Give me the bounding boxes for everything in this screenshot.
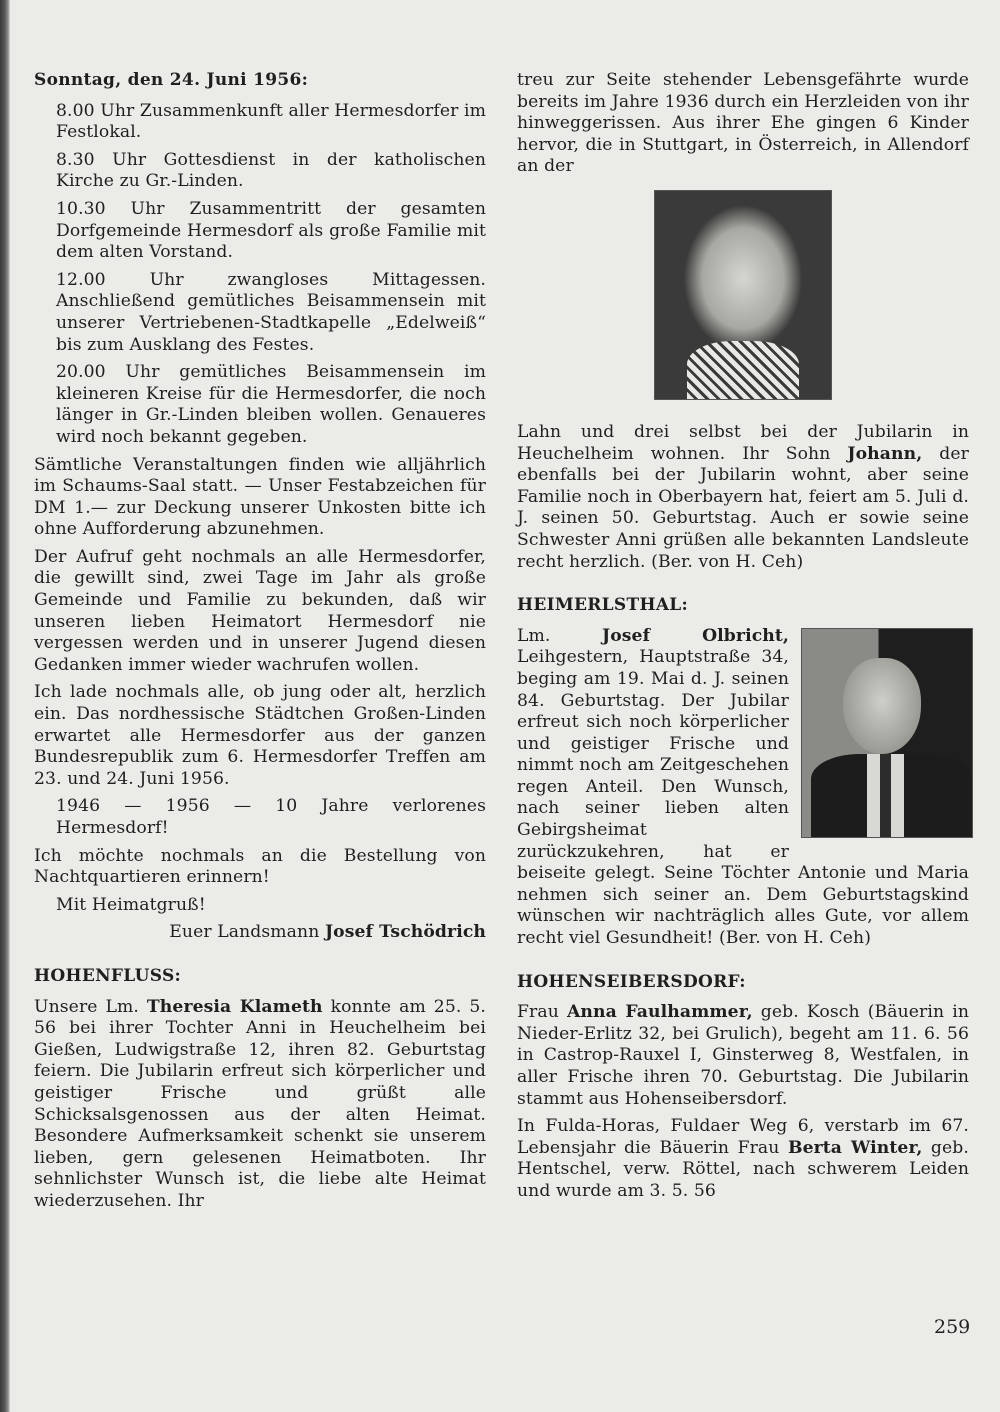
person-name: Berta Winter,	[787, 1137, 923, 1158]
right-column	[517, 70, 969, 1209]
paragraph-continuation: treu zur Seite stehender Lebensgefährte wurde bereits im Jahre 1936 durch ein Herzleiden von ihr hinweggerissen. Aus ihrer Ehe gingen 6 Kinder hervor, die in Stuttgart, in Österreich, in Allendorf an der	[517, 70, 969, 177]
paragraph-lodging: Ich möchte nochmals an die Bestellung von Nachtquartieren erinnern!	[34, 845, 486, 888]
text-span: geb. Kosch (Bäuerin in Nieder-Erlitz 32, bei Grulich), begeht am 11. 6. 56 in Castrop-Rauxel I, Ginsterweg 8, Westfalen, in aller Frische ihren 70. Geburtstag. Die Jubilarin stammt aus Hohenseibersdorf.	[517, 1002, 969, 1109]
text-span: konnte am 25. 5. 56 bei ihrer Tochter Anni in Heuchelheim bei Gießen, Ludwigstraße 12, ihren 82. Geburtstag feiern. Die Jubilarin erfreut sich körperlicher und geistiger Frische und grüßt alle Schicksalsgenossen aus der alten Heimat. Besondere Aufmerksamkeit schenkt sie unserem lieben, gern gelesenen Heimatboten. Ihr sehnlichster Wunsch ist, die liebe alte Heimat wiederzusehen. Ihr	[34, 996, 486, 1211]
paragraph-winter	[517, 1116, 969, 1202]
paragraph-olbricht	[517, 626, 969, 950]
paragraph-events: Sämtliche Veranstaltungen finden wie alljährlich im Schaums-Saal statt. — Unser Festabzeichen für DM 1.— zur Deckung unserer Unkosten bitte ich ohne Aufforderung abzunehmen.	[34, 454, 486, 540]
photo-detail	[867, 754, 904, 837]
paragraph-family	[517, 422, 969, 573]
text-span: Frau	[517, 1002, 567, 1023]
schedule-item: 8.00 Uhr Zusammenkunft aller Hermesdorfer im Festlokal.	[56, 100, 486, 143]
text-span: geb. Hentschel, verw. Röttel, nach schwerem Leiden und wurde am 3. 5. 56	[517, 1137, 969, 1201]
schedule-item: 12.00 Uhr zwangloses Mittagessen. Anschließend gemütliches Beisammensein mit unserer Vertriebenen-Stadtkapelle „Edelweiß“ bis zum Ausklang des Festes.	[56, 269, 486, 355]
section-heading-hohenfluss: HOHENFLUSS:	[34, 965, 182, 986]
signature-prefix: Euer Landsmann	[169, 922, 325, 943]
schedule-heading: Sonntag, den 24. Juni 1956:	[34, 70, 309, 90]
paragraph-years: 1946 — 1956 — 10 Jahre verlorenes Hermesdorf!	[56, 796, 486, 838]
schedule-item: 8.30 Uhr Gottesdienst in der katholischen Kirche zu Gr.-Linden.	[56, 149, 486, 192]
text-span: der ebenfalls bei der Jubilarin wohnt, aber seine Familie noch in Oberbayern hat, feiert am 5. Juli d. J. seinen 50. Geburtstag. Auch er sowie seine Schwester Anni grüßen alle bekannten Landsleute recht herzlich. (Ber. von H. Ceh)	[517, 443, 969, 572]
text-span: Lm.	[517, 625, 602, 646]
text-span: Unsere Lm.	[34, 996, 147, 1017]
portrait-photo-man	[801, 628, 973, 838]
section-heading-heimerlsthal: HEIMERLSTHAL:	[517, 595, 689, 616]
section-heading-hohenseibersdorf: HOHENSEIBERSDORF:	[517, 971, 746, 992]
photo-detail	[687, 341, 800, 399]
person-name: Johann,	[847, 443, 923, 464]
text-span: Lahn und drei selbst bei der Jubilarin in Heuchelheim wohnen. Ihr Sohn	[517, 421, 969, 464]
person-name: Theresia Klameth	[146, 996, 323, 1017]
person-name: Josef Olbricht,	[601, 625, 789, 646]
photo-detail	[843, 658, 921, 754]
left-column	[34, 70, 486, 1219]
signature-name: Josef Tschödrich	[324, 922, 486, 943]
portrait-photo-woman	[654, 190, 832, 400]
person-name: Anna Faulhammer,	[566, 1002, 753, 1023]
paragraph-invite: Ich lade nochmals alle, ob jung oder alt, herzlich ein. Das nordhessische Städtchen Großen-Linden erwartet alle Hermesdorfer aus der ganzen Bundesrepublik zum 6. Hermesdorfer Treffen am 23. und 24. Juni 1956.	[34, 682, 486, 789]
schedule-item: 10.30 Uhr Zusammentritt der gesamten Dorfgemeinde Hermesdorf als große Familie mit dem alten Vorstand.	[56, 198, 486, 263]
page-number: 259	[934, 1316, 971, 1338]
text-span: In Fulda-Horas, Fuldaer Weg 6, verstarb im 67. Lebensjahr die Bäuerin Frau	[517, 1116, 969, 1158]
greeting: Mit Heimatgruß!	[56, 894, 206, 915]
paragraph-call: Der Aufruf geht nochmals an alle Hermesdorfer, die gewillt sind, zwei Tage im Jahr als große Gemeinde und Familie zu bekunden, daß wir unseren lieben Heimatort Hermesdorf nie vergessen werden und in unserer Jugend diesen Gedanken immer wieder wachrufen wollen.	[34, 546, 486, 675]
paragraph-faulhammer	[517, 1002, 969, 1110]
signature	[34, 922, 486, 944]
paragraph-klameth	[34, 997, 486, 1213]
schedule-item: 20.00 Uhr gemütliches Beisammensein im kleineren Kreise für die Hermesdorfer, die noch länger in Gr.-Linden bleiben wollen. Genaueres wird noch bekannt gegeben.	[56, 362, 486, 447]
text-span: Leihgestern, Hauptstraße 34, beging am 19. Mai d. J. seinen 84. Geburtstag. Der Jubilar erfreut sich noch körperlicher und geistiger Frische und nimmt noch am Zeitgeschehen regen Anteil. Den Wunsch, nach seiner lieben alten Gebirgsheimat zurückzukehren, hat er beiseite gelegt. Seine Töchter Antonie und Maria nehmen sich seiner an. Dem Geburtstagskind wünschen wir nachträglich alles Gute, vor allem recht viel Gesundheit! (Ber. von H. Ceh)	[517, 647, 969, 949]
book-spine-shadow	[0, 0, 10, 1412]
